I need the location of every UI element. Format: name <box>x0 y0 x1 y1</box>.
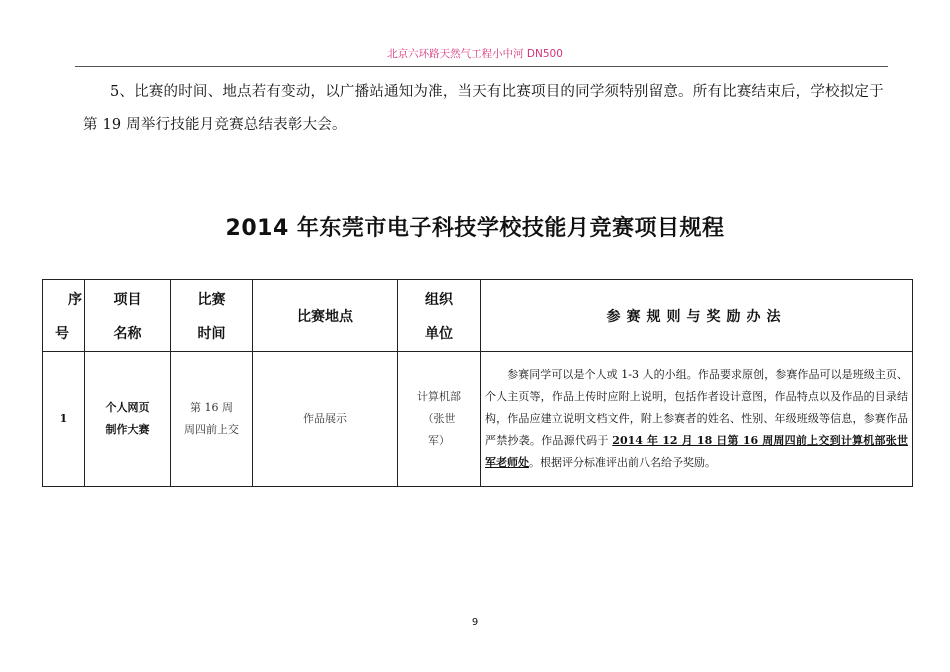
time-line1: 第 16 周 <box>190 401 233 414</box>
row-organizer <box>398 352 481 487</box>
header-org-top: 组织 <box>425 292 453 308</box>
header-rules <box>481 280 913 352</box>
page-header: 北京六环路天然气工程小中河 DN500 <box>387 48 563 60</box>
table-row <box>43 352 913 487</box>
row-rules <box>481 352 913 487</box>
header-time-bottom: 时间 <box>197 326 226 342</box>
header-place-label: 比赛地点 <box>297 308 353 325</box>
row-project-name <box>85 352 171 487</box>
header-rule <box>75 66 888 67</box>
rules-deadline-emphasis: 2014 年 12 月 18 日第 16 周周四前上交到计算机部张世军老师处 <box>485 434 908 469</box>
header-time-top: 比赛 <box>197 292 226 308</box>
header-name-bottom: 名称 <box>113 326 142 342</box>
notice-paragraph: 5、比赛的时间、地点若有变动，以广播站通知为准，当天有比赛项目的同学须特别留意。所有比赛结束后，学校拟定于第 19 周举行技能月竞赛总结表彰大会。 <box>83 84 884 133</box>
header-project-name <box>85 280 171 352</box>
rules-text-part1: 参赛同学可以是个人或 1-3 人的小组。作品要求原创，参赛作品可以是班级主页、个人主页等，作品上传时应附上说明，包括作者设计意图，作品特点以及作品的目录结构，作品应建立说明文档文件，附上参赛者的姓名、性别、年级班级等信息，参赛作品严禁抄袭。作品源代码于 <box>485 368 908 447</box>
header-competition-place <box>253 280 398 352</box>
header-organizer <box>398 280 481 352</box>
page-number: 9 <box>471 617 479 628</box>
header-number-top: 序 <box>68 292 82 308</box>
header-number <box>43 280 85 352</box>
row-place: 作品展示 <box>253 352 398 487</box>
time-line2: 周四前上交 <box>184 423 239 436</box>
table-header-row <box>43 280 913 352</box>
header-number-bottom: 号 <box>55 326 69 342</box>
document-title: 2014 年东莞市电子科技学校技能月竞赛项目规程 <box>225 216 725 241</box>
competition-rules-table <box>42 279 913 487</box>
project-name-line2: 制作大赛 <box>105 423 150 436</box>
row-number: 1 <box>43 352 85 487</box>
organizer-line1: 计算机部 <box>417 390 461 403</box>
header-name-top: 项目 <box>113 292 142 308</box>
project-name-line1: 个人网页 <box>105 401 150 414</box>
header-org-bottom: 单位 <box>425 326 453 342</box>
row-time <box>171 352 253 487</box>
organizer-line3: 军） <box>428 434 450 447</box>
header-competition-time <box>171 280 253 352</box>
organizer-line2: （张世 <box>422 412 456 425</box>
header-rules-label: 参赛规则与奖励办法 <box>606 308 787 325</box>
rules-text-part2: 。根据评分标准评出前八名给予奖励。 <box>529 456 716 469</box>
